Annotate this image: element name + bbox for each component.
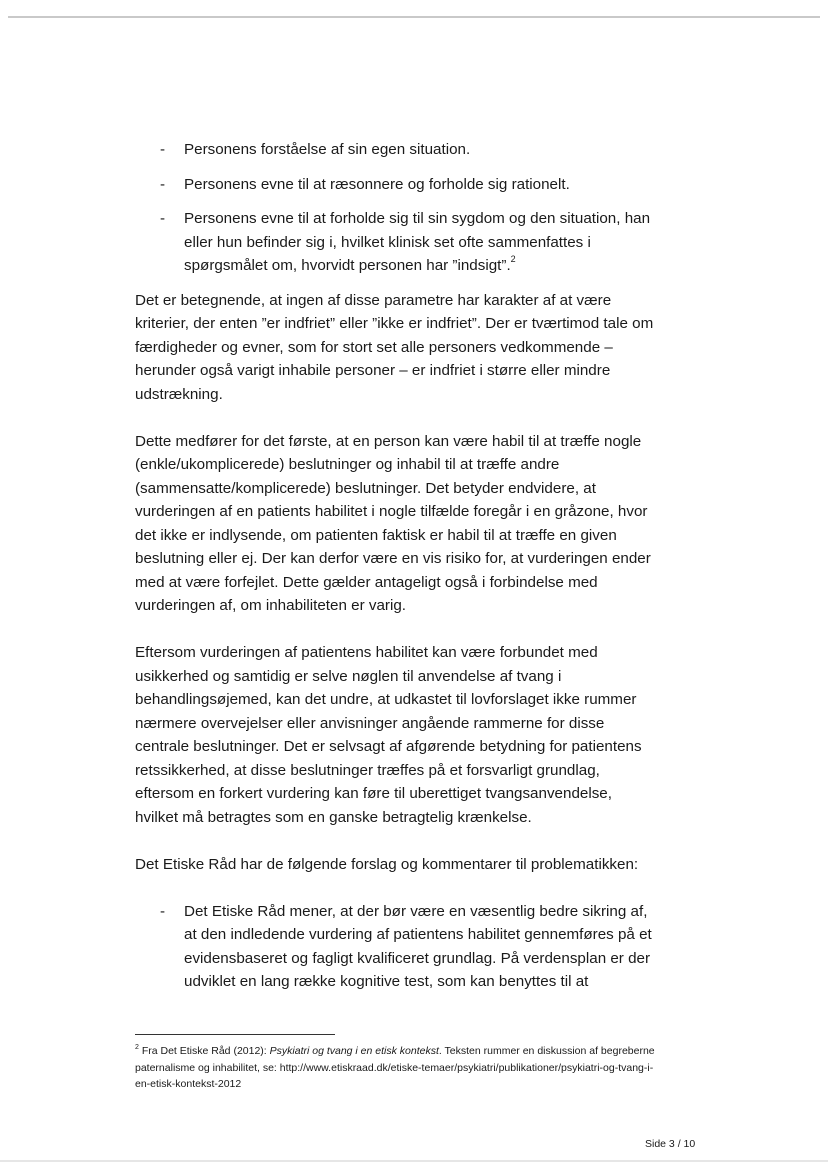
footnote-separator — [135, 1034, 335, 1035]
paragraph: Eftersom vurderingen af patientens habilitet kan være forbundet med usikkerhed og samtidig er selve nøglen til anvendelse af tvang i behandlingsøjemed, kan det undre, at udkastet til lovforslaget ikke rummer nærmere overvejelser eller anvisninger angående rammerne for disse centrale beslutninger. Det er selvsagt af afgørende betydning for patientens retssikkerhed, at disse beslutninger træffes på et forsvarligt grundlag, eftersom en forkert vurdering kan føre til uberettiget tvangsanvendelse, hvilket må betragtes som en ganske betragtelig krænkelse. — [135, 644, 642, 826]
list-item-text: Personens evne til at ræsonnere og forholde sig rationelt. — [184, 175, 570, 193]
list-item-text: Personens forståelse af sin egen situation. — [184, 141, 471, 158]
footnote-suffix: . Teksten rummer en diskussion af begreberne paternalisme og inhabilitet, se: http://www.etiskraad.dk/etiske-temaer/psykiatri/publikationer/psykiatri-og-tvang-i-en-etisk-kontekst-2012 — [135, 1045, 655, 1090]
list-item — [135, 138, 655, 162]
bullet-dash: - — [160, 210, 166, 227]
bullet-dash: - — [160, 175, 166, 193]
paragraph: Det er betegnende, at ingen af disse parametre har karakter af at være kriterier, der enten ”er indfriet” eller ”ikke er indfriet”. Der er tværtimod tale om færdigheder og evner, som for stort set alle personers vedkommende – herunder også varigt inhabile personer – er indfriet i større eller mindre udstrækning. — [135, 291, 654, 403]
page-number: Side 3 / 10 — [645, 1138, 696, 1150]
paragraph: Dette medfører for det første, at en person kan være habil til at træffe nogle (enkle/ukomplicerede) beslutninger og inhabil til at træffe andre (sammensatte/komplicerede) beslutninger. Det betyder endvidere, at vurderingen af en patients habilitet i nogle tilfælde foregår i en gråzone, hvor det ikke er indlysende, om patienten faktisk er habil til at træffe en given beslutning eller ej. Der kan derfor være en vis risiko for, at vurderingen ender med at være forfejlet. Dette gælder antageligt også i forbindelse med vurderingen af, om inhabiliteten er varig. — [135, 432, 651, 614]
footnote-prefix: Fra Det Etiske Råd (2012): — [141, 1045, 270, 1057]
footer-rule — [0, 1160, 828, 1162]
list-item — [135, 207, 655, 278]
document-body — [135, 138, 655, 994]
header-rule — [8, 16, 820, 18]
list-item-text: Personens evne til at forholde sig til sin sygdom og den situation, han eller hun befinder sig i, hvilket klinisk set ofte sammenfattes i spørgsmålet om, hvorvidt personen har ”indsigt”. — [184, 210, 651, 274]
list-item-text: Det Etiske Råd mener, at der bør være en væsentlig bedre sikring af, at den indledende vurdering af patientens habilitet gennemføres på et evidensbaseret og fagligt kvalificeret grundlag. På verdensplan er der udviklet en lang række kognitive test, som kan benyttes til at — [184, 902, 652, 990]
bullet-list-criteria — [135, 138, 655, 278]
list-item — [135, 173, 655, 197]
footnote — [135, 1043, 655, 1093]
footnote-reference[interactable]: 2 — [510, 253, 516, 264]
paragraph: Det Etiske Råd har de følgende forslag og kommentarer til problematikken: — [135, 855, 639, 873]
footnote-number: 2 — [135, 1043, 139, 1051]
bullet-dash: - — [160, 141, 166, 158]
bullet-dash: - — [160, 902, 166, 920]
list-item — [135, 900, 655, 994]
bullet-list-recommendations — [135, 900, 655, 994]
footnote-title: Psykiatri og tvang i en etisk kontekst — [269, 1045, 439, 1057]
